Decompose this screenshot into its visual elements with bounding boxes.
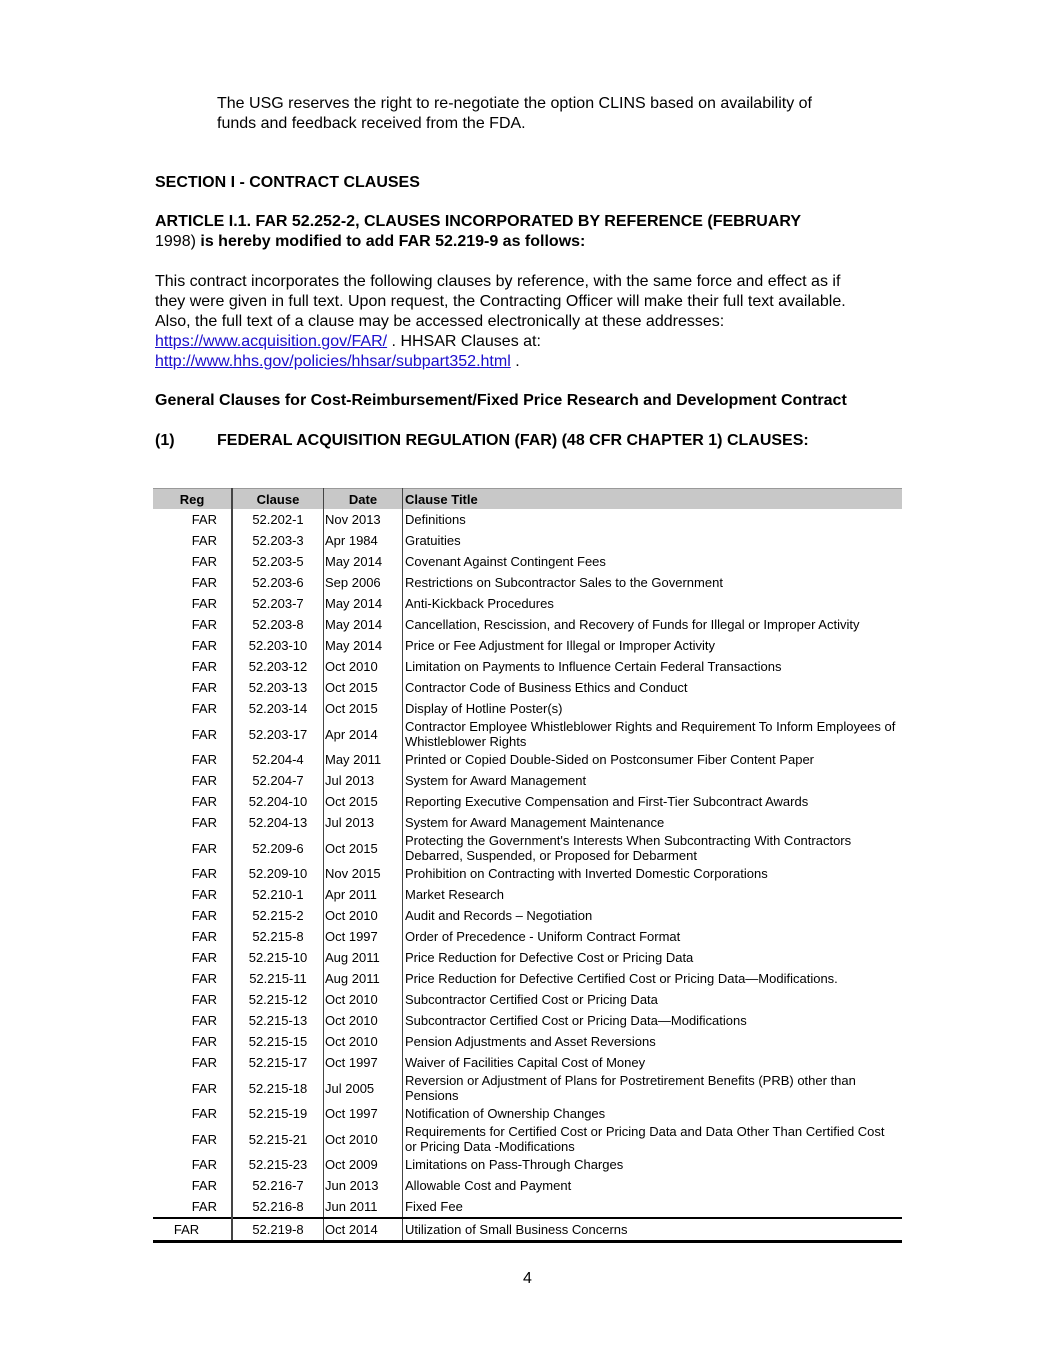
cell-clause: 52.215-2 xyxy=(232,905,324,926)
cell-title: Gratuities xyxy=(405,533,461,548)
cell-clause: 52.203-13 xyxy=(232,677,324,698)
cell-date: May 2014 xyxy=(324,593,403,614)
cell-clause: 52.215-8 xyxy=(232,926,324,947)
cell-title: Anti-Kickback Procedures xyxy=(405,596,554,611)
cell-date: May 2014 xyxy=(324,635,403,656)
cell-clause: 52.210-1 xyxy=(232,884,324,905)
cell-title: Notification of Ownership Changes xyxy=(405,1106,606,1121)
cell-title: Audit and Records – Negotiation xyxy=(405,908,593,923)
cell-title: Contractor Code of Business Ethics and Conduct xyxy=(405,680,688,695)
cell-date: Oct 2010 xyxy=(324,656,403,677)
para-line: This contract incorporates the following clauses by reference, with the same force and effect as if xyxy=(155,273,841,290)
table-row xyxy=(153,677,902,698)
cell-clause: 52.204-13 xyxy=(232,812,324,833)
table-row xyxy=(153,770,902,791)
table-row xyxy=(153,1175,902,1196)
cell-clause: 52.215-11 xyxy=(232,968,324,989)
cell-clause: 52.219-8 xyxy=(232,1218,324,1242)
table-row xyxy=(153,1010,902,1031)
table-row xyxy=(153,1218,902,1242)
header-clause: Clause xyxy=(232,489,324,510)
table-row xyxy=(153,968,902,989)
para-line: they were given in full text. Upon request, the Contracting Officer will make their full text available. xyxy=(155,293,846,310)
intro-line: The USG reserves the right to re-negotiate the option CLINS based on availability of xyxy=(217,95,812,112)
cell-title: Requirements for Certified Cost or Pricing Data and Data Other Than Certified Cost or Pricing Data -Modifications xyxy=(405,1124,885,1154)
cell-date: Oct 2010 xyxy=(324,989,403,1010)
table-row xyxy=(153,926,902,947)
far-clauses-table xyxy=(153,488,902,1243)
article-heading xyxy=(155,212,801,252)
cell-reg: FAR xyxy=(153,905,232,926)
cell-date: Jun 2011 xyxy=(324,1196,403,1218)
cell-clause: 52.203-17 xyxy=(232,719,324,749)
cell-date: Oct 2015 xyxy=(324,698,403,719)
cell-date: Apr 2011 xyxy=(324,884,403,905)
table-row xyxy=(153,1031,902,1052)
cell-reg: FAR xyxy=(153,812,232,833)
cell-reg: FAR xyxy=(153,770,232,791)
cell-clause: 52.216-8 xyxy=(232,1196,324,1218)
cell-clause: 52.203-12 xyxy=(232,656,324,677)
cell-reg: FAR xyxy=(153,698,232,719)
cell-clause: 52.203-3 xyxy=(232,530,324,551)
cell-reg: FAR xyxy=(153,593,232,614)
cell-title: Reporting Executive Compensation and First-Tier Subcontract Awards xyxy=(405,794,809,809)
cell-reg: FAR xyxy=(153,833,232,863)
cell-reg: FAR xyxy=(153,635,232,656)
cell-date: Oct 2014 xyxy=(324,1218,403,1242)
cell-reg: FAR xyxy=(153,884,232,905)
cell-clause: 52.203-8 xyxy=(232,614,324,635)
cell-title: Protecting the Government's Interests When Subcontracting With Contractors Debarred, Suspended, or Proposed for Debarment xyxy=(405,833,852,863)
table-row xyxy=(153,1124,902,1154)
table-row xyxy=(153,719,902,749)
table-row xyxy=(153,791,902,812)
cell-clause: 52.203-6 xyxy=(232,572,324,593)
cell-clause: 52.203-5 xyxy=(232,551,324,572)
cell-clause: 52.203-10 xyxy=(232,635,324,656)
cell-title: Fixed Fee xyxy=(405,1199,463,1214)
cell-title: Order of Precedence - Uniform Contract Format xyxy=(405,929,681,944)
cell-title: Allowable Cost and Payment xyxy=(405,1178,572,1193)
header-reg: Reg xyxy=(153,489,232,510)
cell-title: Subcontractor Certified Cost or Pricing Data—Modifications xyxy=(405,1013,747,1028)
cell-date: Jul 2013 xyxy=(324,812,403,833)
cell-date: Oct 2010 xyxy=(324,1010,403,1031)
cell-date: Oct 2015 xyxy=(324,791,403,812)
cell-reg: FAR xyxy=(153,791,232,812)
cell-clause: 52.215-17 xyxy=(232,1052,324,1073)
cell-title: Display of Hotline Poster(s) xyxy=(405,701,563,716)
cell-title: Printed or Copied Double-Sided on Postconsumer Fiber Content Paper xyxy=(405,752,815,767)
cell-date: Oct 2010 xyxy=(324,1031,403,1052)
cell-reg: FAR xyxy=(153,614,232,635)
cell-title: Subcontractor Certified Cost or Pricing Data xyxy=(405,992,658,1007)
cell-date: Oct 2010 xyxy=(324,905,403,926)
table-row xyxy=(153,812,902,833)
article-line1: ARTICLE I.1. FAR 52.252-2, CLAUSES INCORPORATED BY REFERENCE (FEBRUARY xyxy=(155,213,802,230)
cell-title: Cancellation, Rescission, and Recovery of Funds for Illegal or Improper Activity xyxy=(405,617,860,632)
cell-date: Aug 2011 xyxy=(324,947,403,968)
cell-title: Contractor Employee Whistleblower Rights and Requirement To Inform Employees of Whistleblower Rights xyxy=(405,719,896,749)
table-row xyxy=(153,989,902,1010)
cell-date: Jul 2013 xyxy=(324,770,403,791)
table-header-row xyxy=(153,489,902,510)
cell-reg: FAR xyxy=(153,947,232,968)
table-row xyxy=(153,863,902,884)
cell-date: May 2014 xyxy=(324,551,403,572)
cell-reg: FAR xyxy=(153,926,232,947)
table-row xyxy=(153,635,902,656)
cell-clause: 52.204-4 xyxy=(232,749,324,770)
general-clauses-heading: General Clauses for Cost-Reimbursement/Fixed Price Research and Development Contract xyxy=(155,392,847,409)
table-row xyxy=(153,509,902,530)
table-row xyxy=(153,1052,902,1073)
cell-clause: 52.215-21 xyxy=(232,1124,324,1154)
cell-date: Sep 2006 xyxy=(324,572,403,593)
cell-clause: 52.215-15 xyxy=(232,1031,324,1052)
cell-clause: 52.204-10 xyxy=(232,791,324,812)
cell-title: Price Reduction for Defective Certified Cost or Pricing Data—Modifications. xyxy=(405,971,838,986)
para-text: . xyxy=(510,353,520,370)
cell-clause: 52.215-10 xyxy=(232,947,324,968)
intro-line: funds and feedback received from the FDA. xyxy=(217,115,526,132)
cell-clause: 52.215-19 xyxy=(232,1103,324,1124)
cell-title: Price or Fee Adjustment for Illegal or Improper Activity xyxy=(405,638,715,653)
header-clause-title: Clause Title xyxy=(403,489,903,510)
cell-date: Oct 1997 xyxy=(324,1052,403,1073)
cell-title: Definitions xyxy=(405,512,466,527)
cell-reg: FAR xyxy=(153,677,232,698)
article-modification: is hereby modified to add FAR 52.219-9 as follows: xyxy=(200,233,586,250)
table-row xyxy=(153,905,902,926)
intro-paragraph xyxy=(217,94,812,134)
cell-date: Oct 1997 xyxy=(324,1103,403,1124)
cell-clause: 52.204-7 xyxy=(232,770,324,791)
cell-reg: FAR xyxy=(153,1010,232,1031)
cell-title: System for Award Management xyxy=(405,773,587,788)
cell-reg: FAR xyxy=(153,1073,232,1103)
cell-title: Limitations on Pass-Through Charges xyxy=(405,1157,624,1172)
cell-reg: FAR xyxy=(153,749,232,770)
para-line: Also, the full text of a clause may be accessed electronically at these addresses: xyxy=(155,313,725,330)
cell-date: Apr 2014 xyxy=(324,719,403,749)
cell-clause: 52.203-14 xyxy=(232,698,324,719)
cell-reg: FAR xyxy=(153,968,232,989)
cell-reg: FAR xyxy=(153,1052,232,1073)
cell-reg: FAR xyxy=(153,1031,232,1052)
cell-reg: FAR xyxy=(153,1154,232,1175)
cell-title: Prohibition on Contracting with Inverted Domestic Corporations xyxy=(405,866,768,881)
cell-date: Oct 2015 xyxy=(324,833,403,863)
cell-reg: FAR xyxy=(153,1196,232,1218)
cell-date: Oct 2015 xyxy=(324,677,403,698)
cell-date: Nov 2015 xyxy=(324,863,403,884)
table-row xyxy=(153,572,902,593)
cell-title: System for Award Management Maintenance xyxy=(405,815,665,830)
cell-reg: FAR xyxy=(153,1103,232,1124)
table-row xyxy=(153,698,902,719)
cell-reg: FAR xyxy=(153,989,232,1010)
cell-title: Pension Adjustments and Asset Reversions xyxy=(405,1034,656,1049)
cell-clause: 52.203-7 xyxy=(232,593,324,614)
cell-date: Jul 2005 xyxy=(324,1073,403,1103)
cell-date: Oct 1997 xyxy=(324,926,403,947)
cell-reg: FAR xyxy=(153,551,232,572)
cell-clause: 52.202-1 xyxy=(232,509,324,530)
far-link[interactable]: https://www.acquisition.gov/FAR/ xyxy=(155,333,388,350)
far-heading-text: FEDERAL ACQUISITION REGULATION (FAR) (48 CFR CHAPTER 1) CLAUSES: xyxy=(217,432,809,449)
cell-date: May 2011 xyxy=(324,749,403,770)
incorporation-paragraph xyxy=(155,272,846,372)
table-row xyxy=(153,749,902,770)
cell-reg: FAR xyxy=(153,1124,232,1154)
cell-date: Apr 1984 xyxy=(324,530,403,551)
page-number: 4 xyxy=(523,1270,532,1287)
cell-clause: 52.216-7 xyxy=(232,1175,324,1196)
cell-title: Waiver of Facilities Capital Cost of Money xyxy=(405,1055,646,1070)
cell-title: Reversion or Adjustment of Plans for Postretirement Benefits (PRB) other than Pensions xyxy=(405,1073,856,1103)
section-heading: SECTION I - CONTRACT CLAUSES xyxy=(155,174,420,191)
table-row xyxy=(153,656,902,677)
cell-clause: 52.215-18 xyxy=(232,1073,324,1103)
cell-date: May 2014 xyxy=(324,614,403,635)
cell-title: Limitation on Payments to Influence Certain Federal Transactions xyxy=(405,659,782,674)
table-row xyxy=(153,614,902,635)
cell-clause: 52.215-13 xyxy=(232,1010,324,1031)
table-row xyxy=(153,593,902,614)
article-year: 1998) xyxy=(155,233,201,250)
table-row xyxy=(153,1196,902,1218)
cell-reg: FAR xyxy=(153,530,232,551)
table-row xyxy=(153,1073,902,1103)
cell-title: Covenant Against Contingent Fees xyxy=(405,554,606,569)
cell-title: Utilization of Small Business Concerns xyxy=(403,1218,903,1242)
cell-date: Jun 2013 xyxy=(324,1175,403,1196)
cell-date: Oct 2010 xyxy=(324,1124,403,1154)
table-row xyxy=(153,530,902,551)
cell-reg: FAR xyxy=(153,509,232,530)
cell-reg: FAR xyxy=(153,1175,232,1196)
cell-clause: 52.215-12 xyxy=(232,989,324,1010)
table-row xyxy=(153,551,902,572)
cell-clause: 52.215-23 xyxy=(232,1154,324,1175)
table-row xyxy=(153,947,902,968)
cell-reg: FAR xyxy=(153,1218,232,1242)
cell-title: Price Reduction for Defective Cost or Pricing Data xyxy=(405,950,694,965)
cell-clause: 52.209-10 xyxy=(232,863,324,884)
cell-reg: FAR xyxy=(153,572,232,593)
cell-title: Restrictions on Subcontractor Sales to the Government xyxy=(405,575,723,590)
table-row xyxy=(153,884,902,905)
far-heading-number: (1) xyxy=(155,432,175,449)
hhsar-link[interactable]: http://www.hhs.gov/policies/hhsar/subpart352.html xyxy=(155,353,511,370)
table-row xyxy=(153,1103,902,1124)
cell-reg: FAR xyxy=(153,863,232,884)
table-row xyxy=(153,833,902,863)
cell-date: Nov 2013 xyxy=(324,509,403,530)
cell-reg: FAR xyxy=(153,719,232,749)
cell-title: Market Research xyxy=(405,887,504,902)
far-heading xyxy=(155,431,809,451)
cell-clause: 52.209-6 xyxy=(232,833,324,863)
cell-date: Aug 2011 xyxy=(324,968,403,989)
table-row xyxy=(153,1154,902,1175)
cell-date: Oct 2009 xyxy=(324,1154,403,1175)
header-date: Date xyxy=(324,489,403,510)
para-text: . HHSAR Clauses at: xyxy=(387,333,541,350)
cell-reg: FAR xyxy=(153,656,232,677)
